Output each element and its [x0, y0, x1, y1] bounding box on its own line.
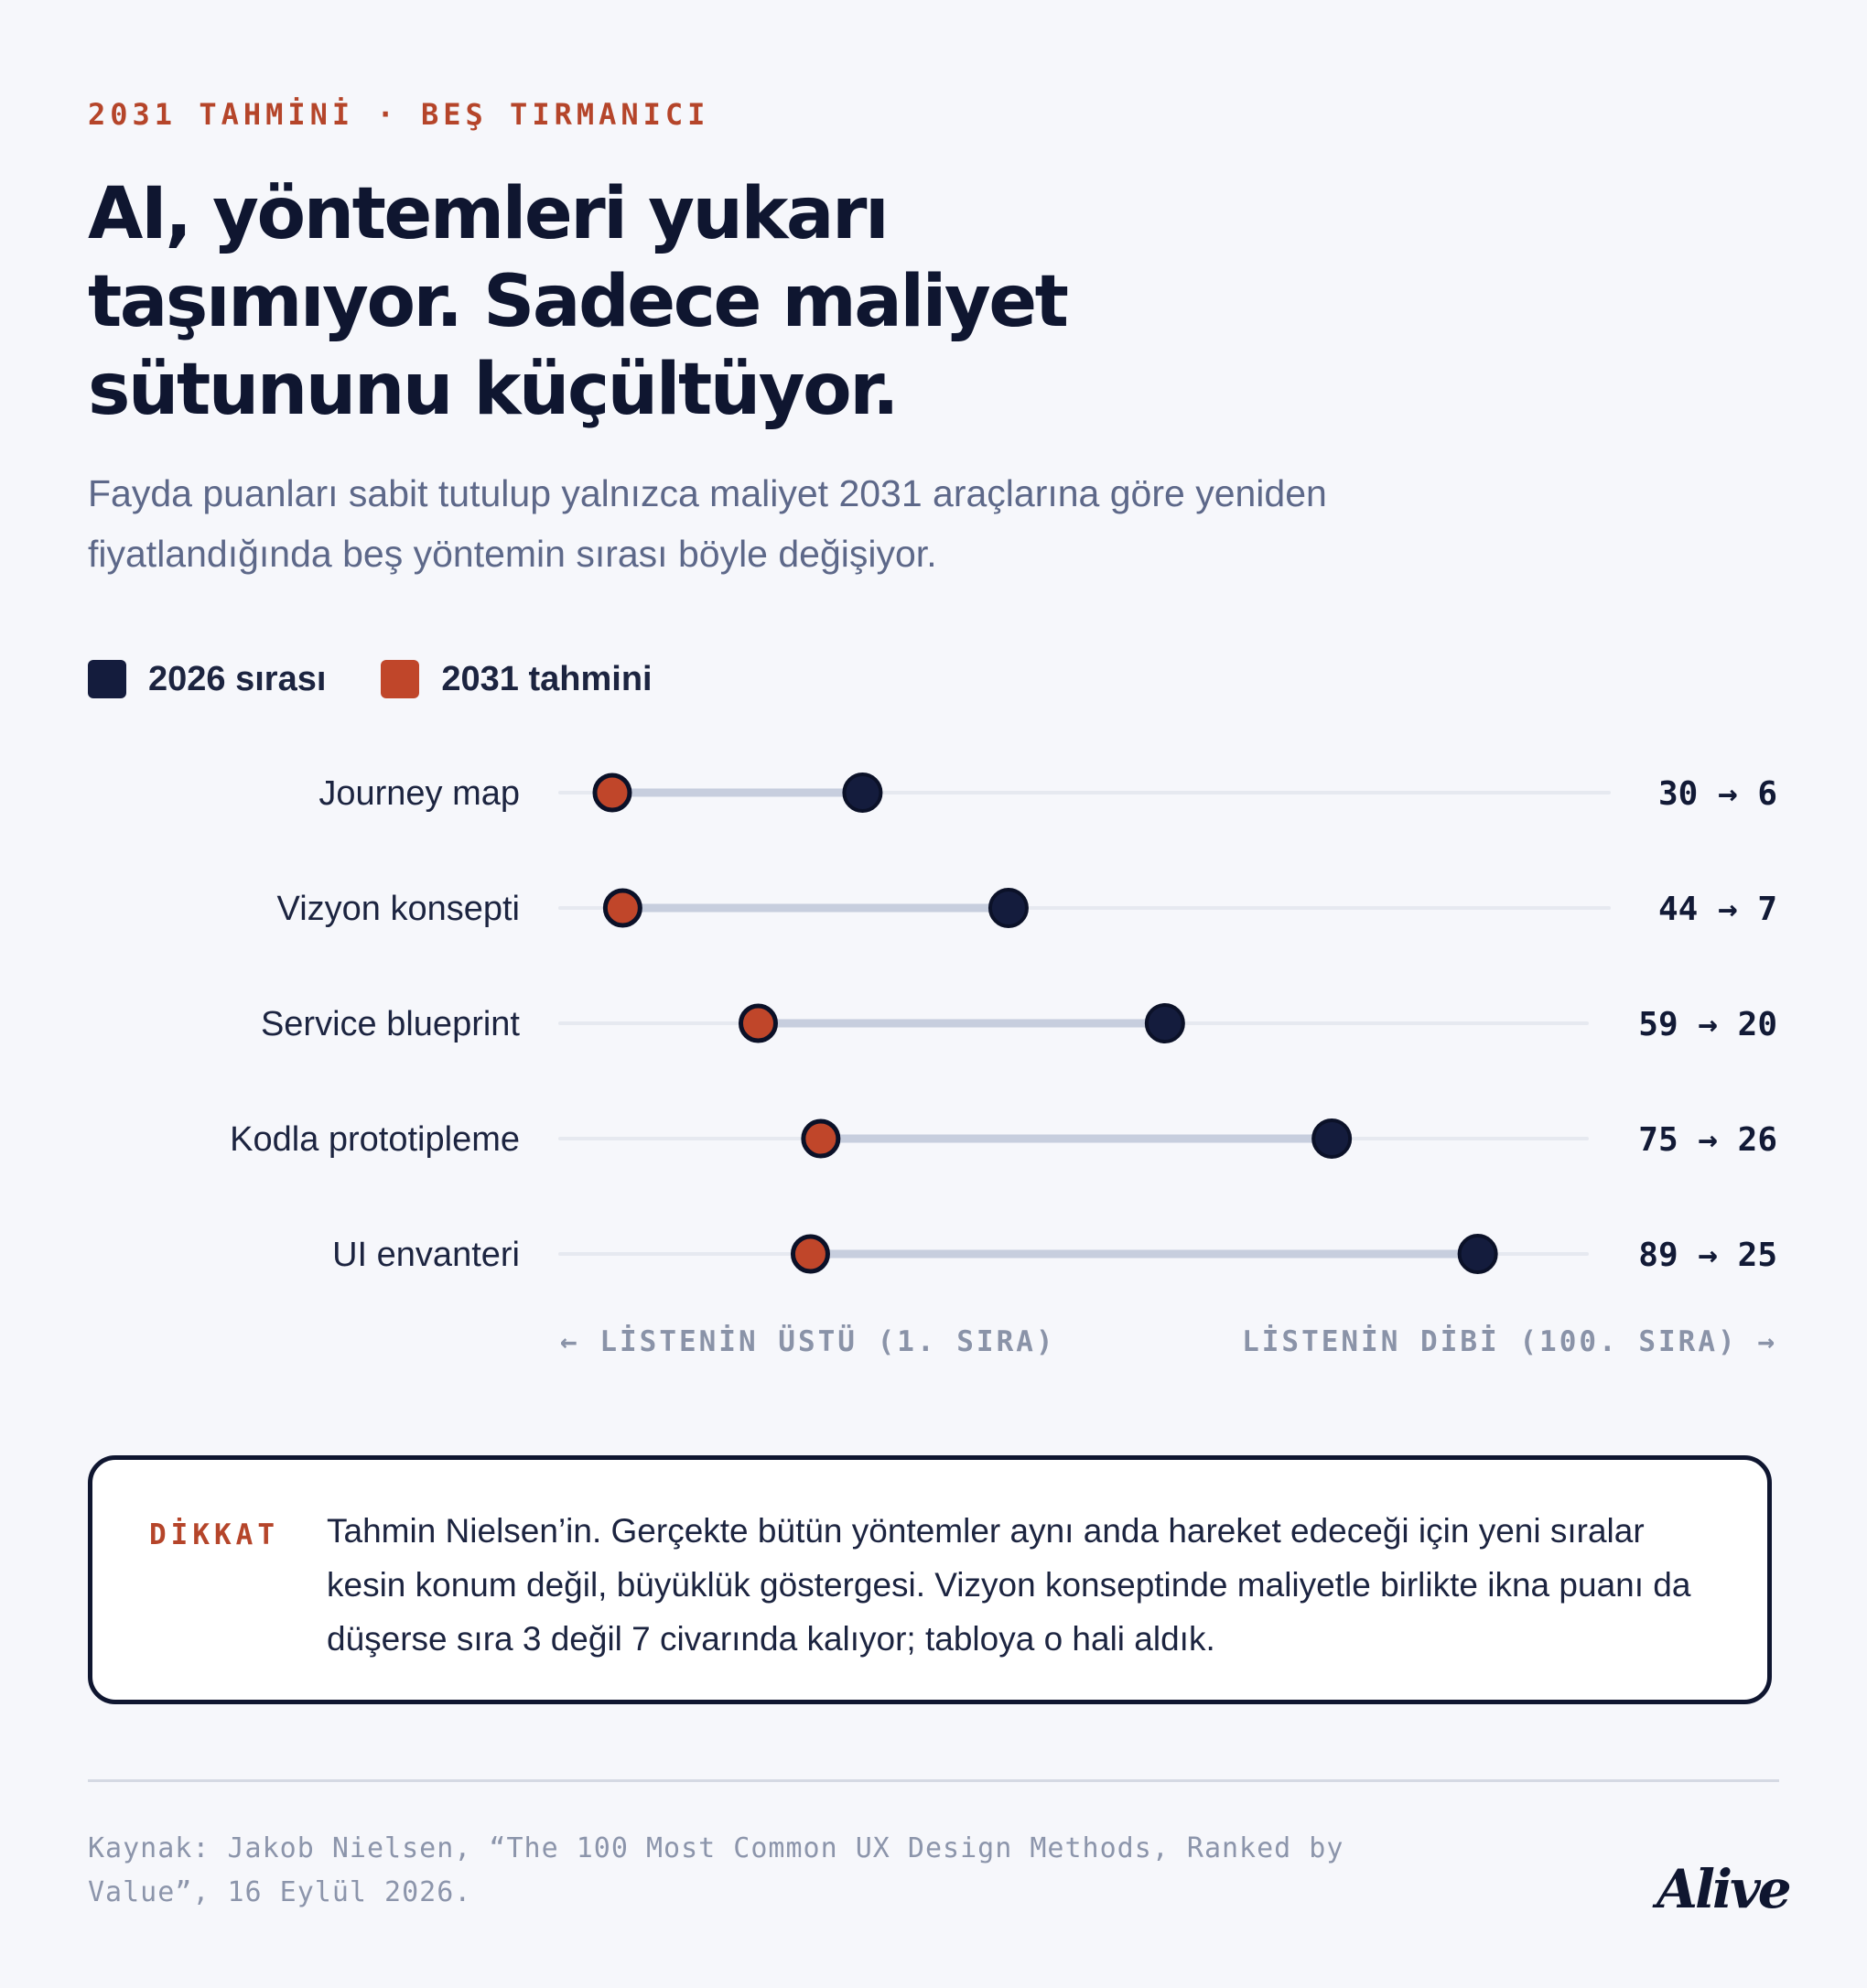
dot-2026-service-blueprint [1147, 1005, 1183, 1042]
value-label-journey-map: 30 → 6 [1657, 775, 1777, 813]
row-label-journey-map: Journey map [318, 774, 520, 813]
legend-label-2026: 2026 sırası [148, 659, 327, 698]
dot-2031-ui-envanteri [793, 1237, 827, 1271]
row-label-kodla-prototipleme: Kodla prototipleme [230, 1120, 520, 1159]
legend-label-2031: 2031 tahmini [441, 659, 653, 698]
dot-2031-journey-map [595, 775, 630, 810]
dot-2031-vizyon-konsepti [605, 891, 640, 925]
value-label-vizyon-konsepti: 44 → 7 [1657, 891, 1777, 928]
dot-2026-kodla-prototipleme [1313, 1120, 1350, 1157]
legend-swatch-2031 [381, 660, 419, 698]
dot-2026-vizyon-konsepti [990, 890, 1027, 926]
legend-swatch-2026 [88, 660, 126, 698]
dot-2031-service-blueprint [740, 1006, 775, 1041]
callout-text: Tahmin Nielsen’in. Gerçekte bütün yöntemler aynı anda hareket edeceği için yeni sıralar kesin konum değil, büyüklük göstergesi. Vizyon konseptinde maliyetle birlikte ikna puanı da düşerse sıra 3 değil 7 civarında kalıyor; tabloya o hali aldık. [327, 1512, 1691, 1658]
dot-2026-ui-envanteri [1460, 1236, 1496, 1272]
callout-tag: DİKKAT [149, 1518, 279, 1551]
axis-direction-right: LİSTENİN DİBİ (100. SIRA) → [1242, 1325, 1777, 1358]
value-label-ui-envanteri: 89 → 25 [1638, 1237, 1777, 1274]
brand-logo: Alive [1657, 1858, 1789, 1920]
chart-subtitle: Fayda puanları sabit tutulup yalnızca maliyet 2031 araçlarına göre yeniden fiyatlandığında beş yöntemin sırası böyle değişiyor. [88, 472, 1327, 575]
row-label-vizyon-konsepti: Vizyon konsepti [276, 890, 520, 928]
value-label-service-blueprint: 59 → 20 [1638, 1006, 1777, 1043]
row-label-service-blueprint: Service blueprint [260, 1005, 520, 1043]
axis-direction-left: ← LİSTENİN ÜSTÜ (1. SIRA) [560, 1325, 1056, 1358]
dumbbell-chart [0, 732, 1867, 1391]
source-note: Kaynak: Jakob Nielsen, “The 100 Most Common UX Design Methods, Ranked by Value”, 16 Eylül 2026. [88, 1832, 1344, 1908]
callout-box [88, 1455, 1772, 1704]
legend-item-2031 [381, 660, 652, 699]
chart-title: AI, yöntemleri yukarı taşımıyor. Sadece maliyet sütununu küçültüyor. [88, 173, 1067, 431]
legend [88, 659, 707, 699]
footer-divider [88, 1779, 1779, 1782]
dot-2026-journey-map [844, 774, 880, 811]
legend-item-2026 [88, 660, 326, 699]
dot-2031-kodla-prototipleme [804, 1121, 838, 1156]
row-label-ui-envanteri: UI envanteri [332, 1236, 520, 1274]
value-label-kodla-prototipleme: 75 → 26 [1638, 1121, 1777, 1159]
kicker: 2031 TAHMİNİ · BEŞ TIRMANICI [88, 97, 710, 132]
